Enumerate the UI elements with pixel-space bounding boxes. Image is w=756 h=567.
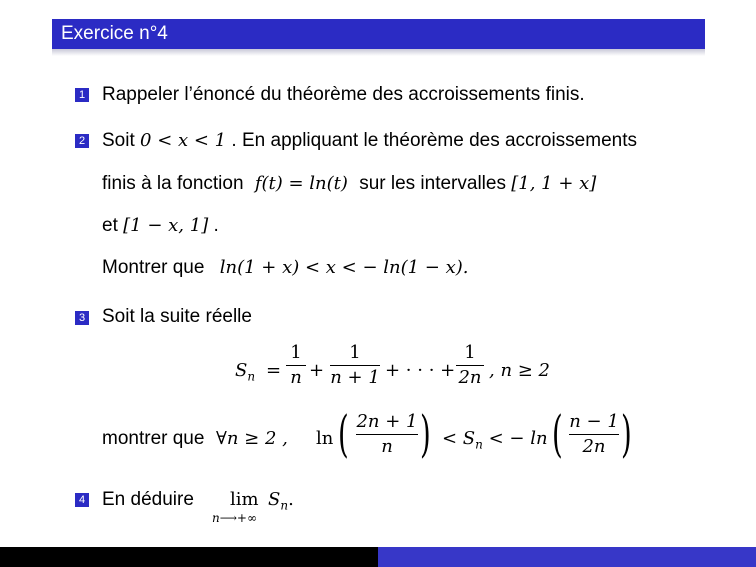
item-number-2: 2 [75,134,89,148]
item-2-interval-2: [1 − x, 1] [123,215,209,236]
sn-label: $S_n$ [235,360,256,384]
forall-condition: ∀n ≥ 2 , [216,428,288,449]
item-number-3: 3 [75,311,89,325]
lim-target: $S_n$. [268,489,294,513]
sn-condition: , n ≥ 2 [489,360,551,381]
item-2-line2-post: sur les intervalles [359,173,506,194]
item-2-inequality-math: ln(1 + x) < x < − ln(1 − x). [219,257,469,278]
lim-operator: lim [230,489,259,510]
plus-1: + [309,360,325,381]
item-2-line-3 [102,215,219,237]
left-paren-2: ( [552,405,563,463]
lim-subscript: n⟶+∞ [212,511,257,525]
plus-dots: + · · · + [385,360,456,381]
slide-title: Exercice n°4 [61,23,168,44]
right-paren-2: ) [621,405,632,463]
item-2-show-label: Montrer que [102,257,205,278]
item-2-line3-post: . [213,215,219,236]
ineq-middle: < $S_n$ < − ln [442,428,548,452]
slide-title-bar [52,19,705,49]
left-paren-1: ( [338,405,349,463]
ln-1: ln [316,428,334,449]
item-1-text: Rappeler l’énoncé du théorème des accroissements finis. [102,84,585,105]
item-2-interval-1: [1, 1 + x] [511,173,597,194]
item-2-soit: Soit [102,130,135,151]
item-2-function-math: f(t) = ln(t) [254,173,348,194]
item-3-show-label: montrer que [102,428,205,449]
sn-equals: = [266,360,282,381]
item-2-line1-rest: . En appliquant le théorème des accroissements [231,130,637,151]
item-2-line-1 [102,130,637,152]
fraction-2n-plus-1-over-n: 2n + 1 n [356,411,418,457]
item-4-text: En déduire [102,489,194,510]
right-paren-1: ) [420,405,431,463]
fraction-1-over-n: 1 n [286,342,306,389]
item-2-line-2 [102,173,596,195]
footer-right-bar [378,547,756,567]
title-shadow [52,49,705,56]
fraction-1-over-2n: 1 2n [456,342,484,389]
footer-left-bar [0,547,378,567]
item-number-4: 4 [75,493,89,507]
item-3-text: Soit la suite réelle [102,306,252,327]
fraction-1-over-n-plus-1: 1 n + 1 [330,342,380,388]
item-2-line2-pre: finis à la fonction [102,173,244,194]
item-2-line-4 [102,257,469,279]
item-2-line3-pre: et [102,215,118,236]
item-2-condition-math: 0 < x < 1 [140,130,227,151]
item-number-1: 1 [75,88,89,102]
fraction-n-minus-1-over-2n: n − 1 2n [569,411,619,457]
